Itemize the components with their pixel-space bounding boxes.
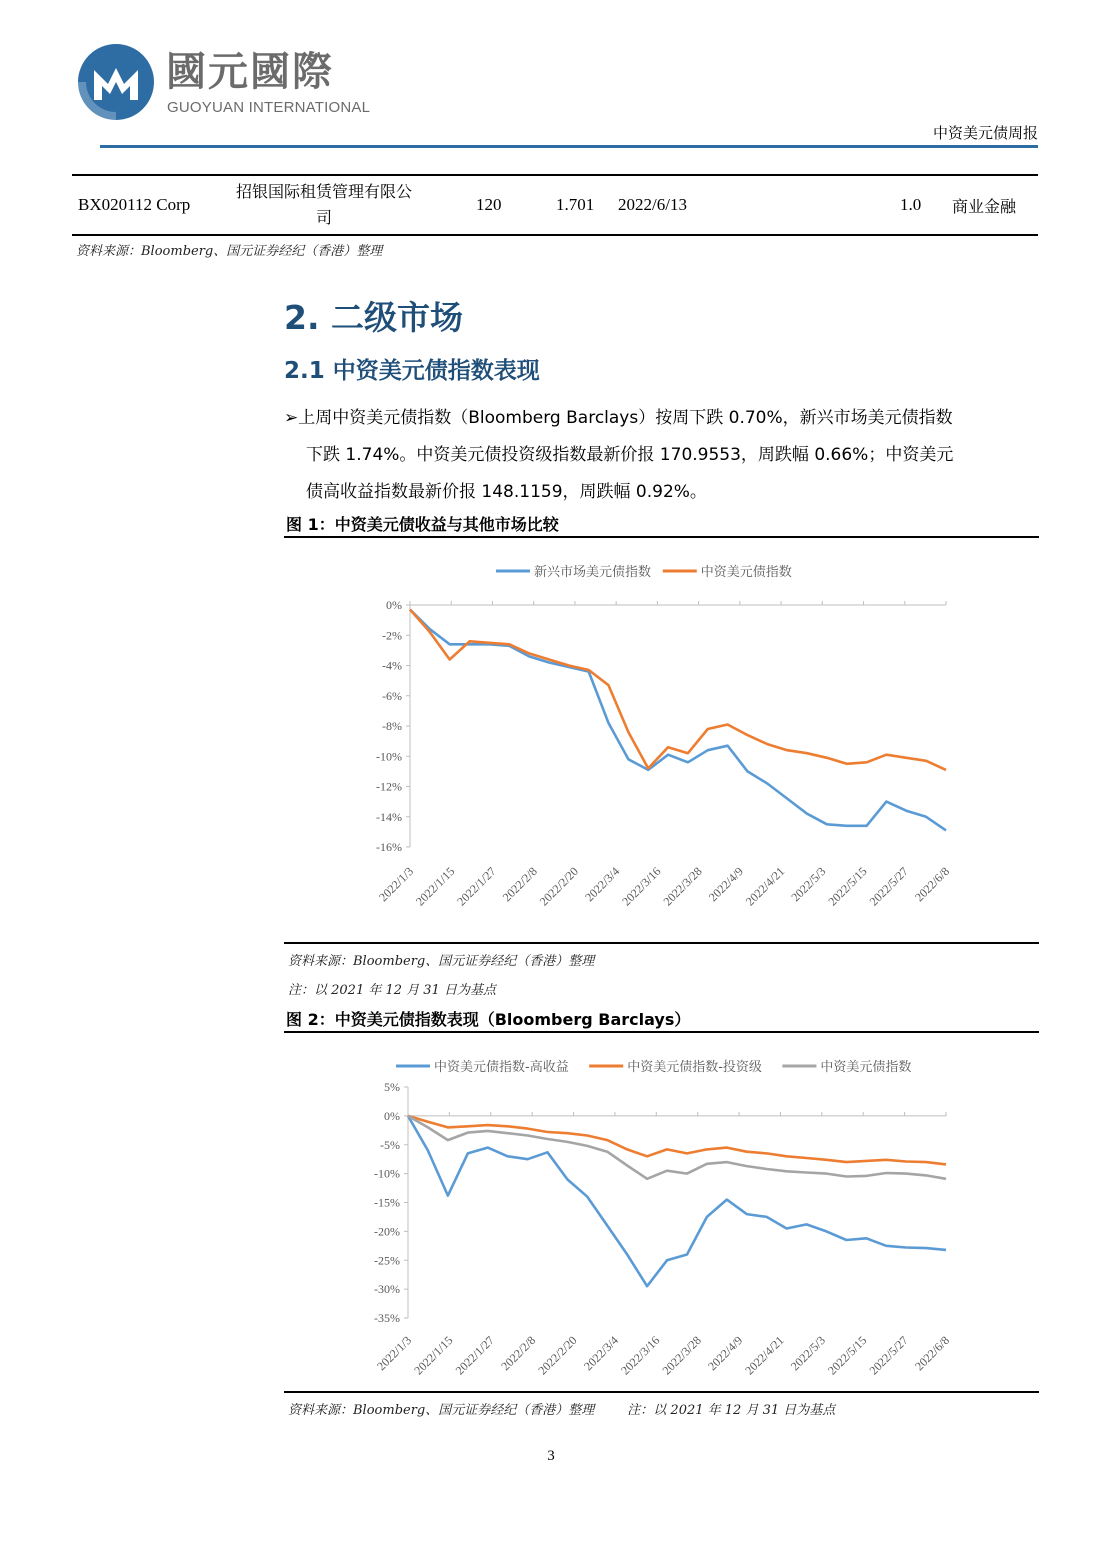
x-tick-label: 2022/3/4 [580, 1333, 622, 1374]
figure2-source-note: 资料来源：Bloomberg、国元证券经纪（香港）整理 注：以 2021 年 12 月 31 日为基点 [288, 1403, 836, 1418]
y-tick-label: 5% [384, 1080, 400, 1094]
figure1-top-rule [284, 536, 1039, 538]
x-tick-label: 2022/1/27 [452, 1333, 497, 1378]
x-tick-label: 2022/3/4 [582, 864, 623, 905]
figure1-bottom-rule [284, 942, 1039, 944]
x-tick-label: 2022/2/8 [498, 1333, 539, 1374]
paragraph-line-1: ➢上周中资美元债指数（Bloomberg Barclays）按周下跌 0.70%，新兴市场美元债指数 [284, 408, 953, 428]
x-tick-label: 2022/1/15 [411, 1333, 456, 1378]
x-tick-label: 2022/5/3 [787, 1333, 828, 1374]
x-tick-label: 2022/4/9 [705, 864, 746, 905]
x-tick-label: 2022/3/16 [619, 864, 664, 909]
x-tick-label: 2022/2/8 [499, 864, 540, 905]
y-tick-label: -10% [376, 749, 402, 764]
x-tick-label: 2022/1/15 [413, 864, 458, 909]
figure1-title: 图 1：中资美元债收益与其他市场比较 [286, 515, 559, 534]
x-tick-label: 2022/4/21 [742, 864, 788, 909]
figure2-top-rule [284, 1031, 1039, 1033]
report-title: 中资美元债周报 [932, 124, 1038, 142]
header-divider [100, 145, 1038, 148]
y-tick-label: -35% [374, 1311, 400, 1325]
x-tick-label: 2022/5/15 [825, 864, 870, 909]
bond-amount: 120 [476, 195, 502, 214]
x-tick-label: 2022/3/28 [659, 1333, 704, 1378]
x-tick-label: 2022/6/8 [912, 1333, 953, 1374]
figure1-source: 资料来源：Bloomberg、国元证券经纪（香港）整理 [288, 954, 595, 969]
x-tick-label: 2022/5/27 [866, 1333, 911, 1378]
series-line-1 [408, 1116, 946, 1286]
issuer-line-1: 招银国际租赁管理有限公 [235, 182, 412, 201]
logo-english-text: GUOYUAN INTERNATIONAL [167, 99, 371, 116]
figure2-bottom-rule [284, 1391, 1039, 1393]
x-tick-label: 2022/3/28 [660, 864, 705, 909]
issuer-cell [216, 176, 432, 234]
series-line-2 [410, 610, 946, 770]
subsection-heading: 2.1 中资美元债指数表现 [284, 358, 540, 384]
bond-ticker: BX020112 Corp [78, 195, 191, 214]
page-number: 3 [547, 1448, 555, 1464]
x-tick-label: 2022/1/3 [374, 1333, 415, 1374]
legend-label-2: 中资美元债指数-投资级 [627, 1060, 762, 1075]
x-tick-label: 2022/5/27 [866, 864, 911, 909]
x-tick-label: 2022/1/3 [376, 864, 417, 905]
issuer-line-2: 司 [315, 208, 332, 227]
section-heading: 2. 二级市场 [284, 298, 463, 337]
x-tick-label: 2022/6/8 [912, 864, 953, 905]
y-tick-label: -4% [382, 658, 402, 673]
y-tick-label: -5% [380, 1137, 400, 1152]
y-tick-label: 0% [384, 1108, 400, 1123]
y-tick-label: -6% [382, 688, 402, 703]
table-source: 资料来源：Bloomberg、国元证券经纪（香港）整理 [76, 244, 383, 259]
y-tick-label: -8% [382, 719, 402, 733]
x-tick-label: 2022/2/20 [536, 864, 582, 909]
paragraph-line-3: 债高收益指数最新价报 148.1159，周跌幅 0.92%。 [306, 482, 707, 502]
y-tick-label: -20% [374, 1224, 400, 1239]
table-row [72, 174, 1038, 236]
y-tick-label: -12% [376, 779, 402, 794]
chart2-svg [284, 1045, 1039, 1385]
bond-date: 2022/6/13 [618, 195, 687, 214]
chart1-svg [284, 550, 1039, 935]
legend-label-1: 新兴市场美元债指数 [534, 565, 652, 580]
x-tick-label: 2022/5/15 [825, 1333, 870, 1378]
figure1-note: 注：以 2021 年 12 月 31 日为基点 [288, 983, 496, 998]
x-tick-label: 2022/4/21 [742, 1333, 787, 1378]
x-tick-label: 2022/4/9 [705, 1333, 746, 1374]
logo-chinese-text: 國元國際 [166, 49, 334, 95]
figure2-title: 图 2：中资美元债指数表现（Bloomberg Barclays） [286, 1010, 691, 1029]
y-tick-label: -25% [374, 1253, 400, 1268]
series-line-2 [408, 1116, 946, 1165]
paragraph-line-2: 下跌 1.74%。中资美元债投资级指数最新价报 170.9553，周跌幅 0.66%；中资美元 [306, 445, 954, 465]
legend-label-2: 中资美元债指数 [700, 565, 792, 580]
y-tick-label: -14% [376, 809, 402, 824]
bond-coupon: 1.701 [556, 195, 595, 214]
summary-paragraph [284, 400, 1039, 511]
bond-sector: 商业金融 [952, 196, 1017, 216]
y-tick-label: 0% [386, 598, 402, 612]
y-tick-label: -16% [376, 840, 402, 854]
y-tick-label: -10% [374, 1166, 400, 1181]
y-tick-label: -15% [374, 1195, 400, 1210]
x-tick-label: 2022/3/16 [618, 1333, 663, 1378]
x-tick-label: 2022/2/20 [535, 1333, 580, 1378]
y-tick-label: -30% [374, 1282, 400, 1297]
x-tick-label: 2022/1/27 [454, 864, 499, 909]
legend-label-3: 中资美元债指数 [820, 1060, 912, 1075]
legend-label-1: 中资美元债指数-高收益 [434, 1060, 569, 1075]
guoyuan-logo-icon [74, 42, 158, 122]
y-tick-label: -2% [382, 628, 402, 643]
bond-value: 1.0 [900, 195, 922, 214]
x-tick-label: 2022/5/3 [788, 864, 829, 905]
